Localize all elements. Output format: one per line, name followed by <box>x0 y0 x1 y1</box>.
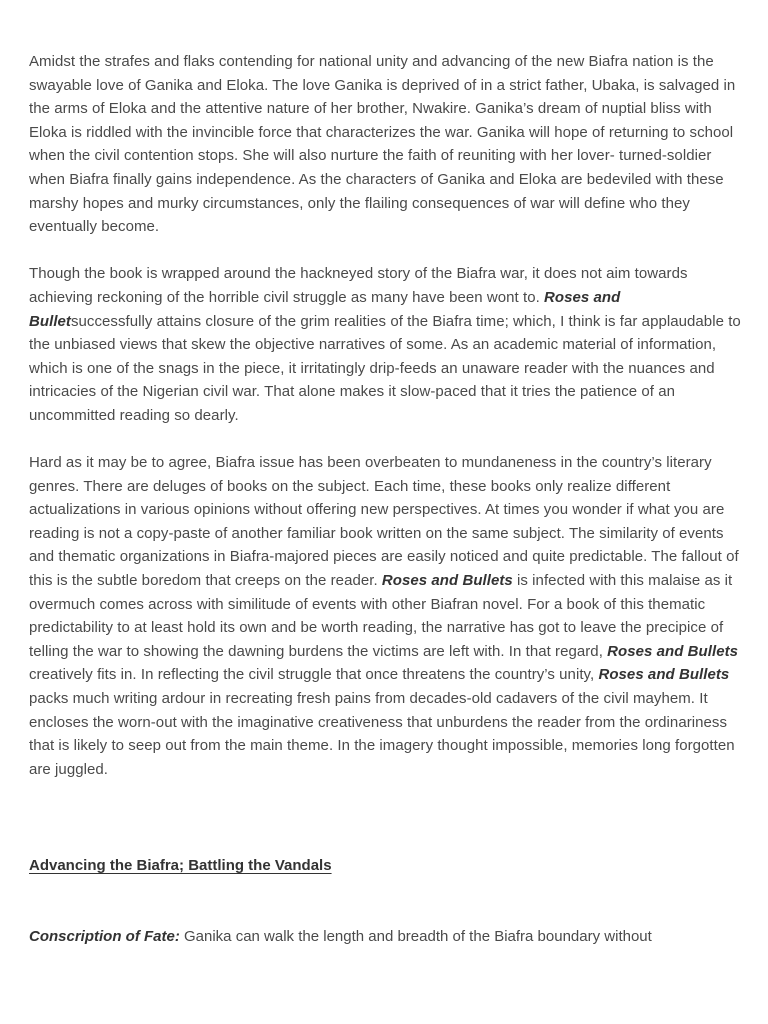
paragraph-3-text-2: is infected with this malaise as it overmuch comes across with similitude of events with other Biafran novel. For a book of this thematic predictability to at least hold its own and be worth reading, the narrative has got to leave the precipice of telling the war to showing the dawning burdens the victims are left with. In that regard, <box>29 572 733 660</box>
paragraph-3-text-3: creatively fits in. In reflecting the civil struggle that once threatens the country’s unity, <box>29 666 599 684</box>
paragraph-4 <box>29 926 745 948</box>
book-title: Roses and Bullets <box>381 572 513 590</box>
book-title: Roses and Bullets <box>598 666 730 684</box>
paragraph-2 <box>29 262 745 427</box>
article-body <box>29 50 745 781</box>
book-title: Roses and Bullet <box>29 288 621 330</box>
section-heading <box>29 855 332 877</box>
paragraph-3 <box>29 451 745 781</box>
paragraph-1: Amidst the strafes and flaks contending for national unity and advancing of the new Biafra nation is the swayable love of Ganika and Eloka. The love Ganika is deprived of in a strict father, Ubaka, is salvaged in the arms of Eloka and the attentive nature of her brother, Nwakire. Ganika’s dream of nuptial bliss with Eloka is riddled with the invincible force that characterizes the war. Ganika will hope of returning to school when the civil contention stops. She will also nurture the faith of reuniting with her lover- turned-soldier when Biafra finally gains independence. As the characters of Ganika and Eloka are bedeviled with these marshy hopes and murky circumstances, only the flailing consequences of war will define who they eventually become. <box>29 53 736 236</box>
book-title: Roses and Bullets <box>607 642 739 660</box>
paragraph-4-text: Ganika can walk the length and breadth of the Biafra boundary without <box>179 928 652 945</box>
paragraph-2-text-2: successfully attains closure of the grim realities of the Biafra time; which, I think is far applaudable to the unbiased views that skew the objective narratives of some. As an academic material of information, which is one of the snags in the piece, it irritatingly drip-feeds an unaware reader with the nuances and intricacies of the Nigerian civil war. That alone makes it slow-paced that it tries the patience of an uncommitted reading so dearly. <box>29 312 741 424</box>
subsection-label: Conscription of Fate: <box>29 928 180 945</box>
section-heading-text: Advancing the Biafra; Battling the Vandals <box>29 857 332 874</box>
paragraph-2-text-1: Though the book is wrapped around the hackneyed story of the Biafra war, it does not aim towards achieving reckoning of the horrible civil struggle as many have been wont to. <box>29 265 688 306</box>
paragraph-3-text-4: packs much writing ardour in recreating fresh pains from decades-old cadavers of the civil mayhem. It encloses the worn-out with the imaginative creativeness that unburdens the reader from the ordinariness that is likely to seep out from the main theme. In the imagery thought impossible, memories long forgotten are juggled. <box>29 690 735 778</box>
paragraph-3-text-1: Hard as it may be to agree, Biafra issue has been overbeaten to mundaneness in the country’s literary genres. There are deluges of books on the subject. Each time, these books only realize different actualizations in various opinions without offering new perspectives. At times you wonder if what you are reading is not a copy-paste of another familiar book written on the same subject. The similarity of events and thematic organizations in Biafra-majored pieces are easily noticed and quite predictable. The fallout of this is the subtle boredom that creeps on the reader. <box>29 454 739 590</box>
